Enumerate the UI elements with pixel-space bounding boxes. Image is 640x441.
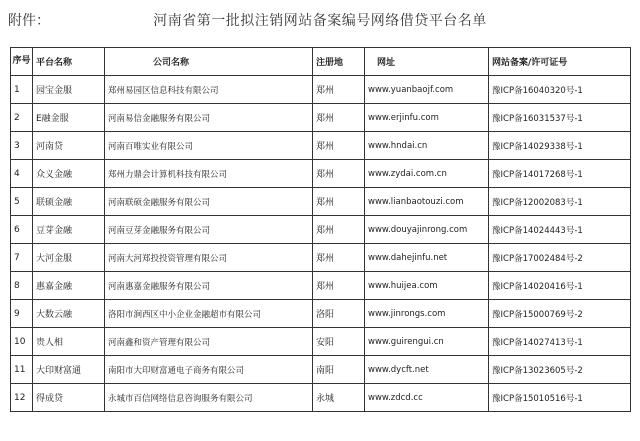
cell-url: www.yuanbaojf.com: [365, 76, 489, 104]
cell-platform: 联硕金融: [33, 188, 105, 216]
cell-url: www.guirengui.cn: [365, 328, 489, 356]
cell-location: 南阳: [313, 356, 365, 384]
cell-no: 12: [11, 384, 33, 412]
table-row: [11, 216, 631, 244]
cell-no: 8: [11, 272, 33, 300]
cell-icp: 豫ICP备16031537号-1: [489, 104, 631, 132]
cell-company: 河南易信金融服务有限公司: [105, 104, 313, 132]
cell-location: 永城: [313, 384, 365, 412]
cell-url: www.huijea.com: [365, 272, 489, 300]
cell-icp: 豫ICP备13023605号-2: [489, 356, 631, 384]
cell-location: 郑州: [313, 272, 365, 300]
cell-url: www.douyajinrong.com: [365, 216, 489, 244]
cell-icp: 豫ICP备15010516号-1: [489, 384, 631, 412]
cell-company: 河南百唯实业有限公司: [105, 132, 313, 160]
cell-platform: 众义金融: [33, 160, 105, 188]
cell-company: 永城市百信网络信息咨询服务有限公司: [105, 384, 313, 412]
cell-location: 郑州: [313, 244, 365, 272]
cell-platform: 大印财富通: [33, 356, 105, 384]
cell-no: 7: [11, 244, 33, 272]
column-header-icp: 网站备案/许可证号: [489, 48, 631, 76]
table-row: [11, 104, 631, 132]
cell-icp: 豫ICP备16040320号-1: [489, 76, 631, 104]
cell-no: 5: [11, 188, 33, 216]
cell-url: www.hndai.cn: [365, 132, 489, 160]
table-row: [11, 160, 631, 188]
column-header-location: 注册地: [313, 48, 365, 76]
document-header: [0, 0, 640, 42]
cell-platform: 大河金服: [33, 244, 105, 272]
cell-url: www.zdcd.cc: [365, 384, 489, 412]
column-header-url: 网址: [365, 48, 489, 76]
cell-location: 郑州: [313, 188, 365, 216]
cell-company: 河南联硕金融服务有限公司: [105, 188, 313, 216]
cell-icp: 豫ICP备12002083号-1: [489, 188, 631, 216]
cell-platform: 贵人相: [33, 328, 105, 356]
table-row: [11, 356, 631, 384]
cell-url: www.jinrongs.com: [365, 300, 489, 328]
cell-platform: 豆芽金融: [33, 216, 105, 244]
cell-no: 10: [11, 328, 33, 356]
cell-company: 河南惠嘉金融服务有限公司: [105, 272, 313, 300]
cell-company: 洛阳市涧西区中小企业金融超市有限公司: [105, 300, 313, 328]
column-header-company: 公司名称: [105, 48, 313, 76]
cell-platform: E融金服: [33, 104, 105, 132]
cell-no: 3: [11, 132, 33, 160]
table-row: [11, 384, 631, 412]
cell-location: 郑州: [313, 160, 365, 188]
cell-url: www.zydai.com.cn: [365, 160, 489, 188]
cell-company: 河南大河郑投投资管理有限公司: [105, 244, 313, 272]
cell-icp: 豫ICP备14027413号-1: [489, 328, 631, 356]
platform-registry-table: [10, 47, 631, 412]
table-row: [11, 272, 631, 300]
cell-no: 9: [11, 300, 33, 328]
cell-platform: 大数云融: [33, 300, 105, 328]
table-row: [11, 132, 631, 160]
table-row: [11, 76, 631, 104]
cell-platform: 园宝金服: [33, 76, 105, 104]
table-row: [11, 244, 631, 272]
cell-no: 6: [11, 216, 33, 244]
cell-url: www.erjinfu.com: [365, 104, 489, 132]
cell-icp: 豫ICP备17002484号-2: [489, 244, 631, 272]
cell-platform: 惠嘉金融: [33, 272, 105, 300]
cell-icp: 豫ICP备14029338号-1: [489, 132, 631, 160]
cell-location: 安阳: [313, 328, 365, 356]
cell-location: 郑州: [313, 76, 365, 104]
cell-location: 郑州: [313, 216, 365, 244]
cell-no: 4: [11, 160, 33, 188]
cell-company: 郑州易园区信息科技有限公司: [105, 76, 313, 104]
document-title: 河南省第一批拟注销网站备案编号网络借贷平台名单: [153, 13, 487, 29]
table-row: [11, 188, 631, 216]
attachment-label: 附件：: [8, 13, 50, 29]
cell-icp: 豫ICP备14017268号-1: [489, 160, 631, 188]
table-row: [11, 300, 631, 328]
cell-location: 郑州: [313, 132, 365, 160]
cell-platform: 得成贷: [33, 384, 105, 412]
cell-icp: 豫ICP备14020416号-1: [489, 272, 631, 300]
cell-no: 2: [11, 104, 33, 132]
column-header-platform: 平台名称: [33, 48, 105, 76]
cell-icp: 豫ICP备14024443号-1: [489, 216, 631, 244]
cell-company: 南阳市大印财富通电子商务有限公司: [105, 356, 313, 384]
cell-company: 河南豆芽金融服务有限公司: [105, 216, 313, 244]
cell-url: www.dycft.net: [365, 356, 489, 384]
cell-platform: 河南贷: [33, 132, 105, 160]
cell-location: 郑州: [313, 104, 365, 132]
table-body: [11, 76, 631, 412]
table-header-row: [11, 48, 631, 76]
cell-url: www.dahejinfu.net: [365, 244, 489, 272]
cell-url: www.lianbaotouzi.com: [365, 188, 489, 216]
column-header-no: 序号: [11, 48, 33, 76]
cell-location: 洛阳: [313, 300, 365, 328]
cell-company: 河南鑫和资产管理有限公司: [105, 328, 313, 356]
table-row: [11, 328, 631, 356]
cell-company: 郑州力鼎会计算机科技有限公司: [105, 160, 313, 188]
cell-no: 11: [11, 356, 33, 384]
cell-no: 1: [11, 76, 33, 104]
cell-icp: 豫ICP备15000769号-2: [489, 300, 631, 328]
